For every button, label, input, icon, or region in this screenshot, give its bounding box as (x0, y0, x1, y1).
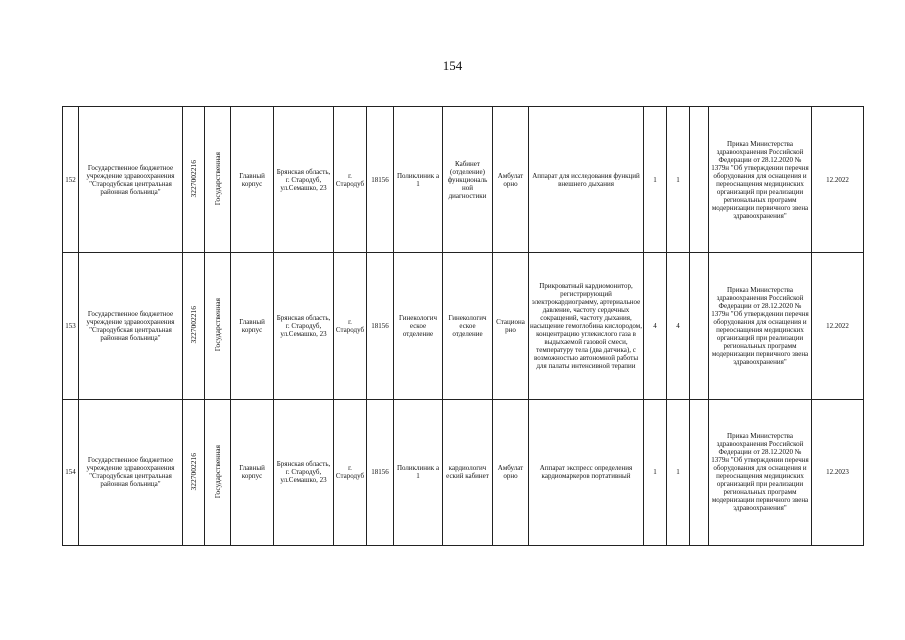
room-cell: Гинекологич еское отделение (443, 253, 493, 399)
date-cell: 12.2023 (812, 399, 864, 545)
quantity-cell: 1 (644, 107, 667, 253)
code-cell: 18156 (367, 399, 394, 545)
legal-basis-cell: Приказ Министерства здравоохранения Российской Федерации от 28.12.2020 № 1379н "Об утверждении перечня оборудования для оснащения и переоснащения медицинских организаций при реализации региональных программ модернизации первичного звена здравоохранения" (709, 253, 812, 399)
table-row (63, 399, 864, 545)
unit-cell: Поликлиник а 1 (394, 107, 443, 253)
equipment-registry-table (62, 106, 864, 546)
date-cell: 12.2022 (812, 253, 864, 399)
city-cell: г. Стародуб (334, 107, 367, 253)
quantity-cell: 1 (644, 399, 667, 545)
row-number: 152 (63, 107, 79, 253)
unit-cell: Поликлиник а 1 (394, 399, 443, 545)
code-cell: 18156 (367, 253, 394, 399)
quantity-cell-2: 1 (667, 107, 690, 253)
equipment-cell: Аппарат для исследования функций внешнего дыхания (529, 107, 644, 253)
ownership-cell: Государственная (205, 253, 231, 399)
equipment-cell: Прикроватный кардиомонитор, регистрирующий электрокардиограмму, артериальное давление, частоту сердечных сокращений, частоту дыхания, насыщение гемоглобина кислородом, концентрацию углекислого газа в выдыхаемой газовой смеси, температуру тела (два датчика), с возможностью автономной работы для палаты интенсивной терапии (529, 253, 644, 399)
ownership-cell: Государственная (205, 107, 231, 253)
care-type-cell: Амбулат орно (493, 107, 529, 253)
room-cell: кардиологич еский кабинет (443, 399, 493, 545)
address-cell: Брянская область, г. Стародуб, ул.Семашко, 23 (274, 107, 334, 253)
address-cell: Брянская область, г. Стародуб, ул.Семашко, 23 (274, 399, 334, 545)
row-number: 153 (63, 253, 79, 399)
building-cell: Главный корпус (231, 107, 274, 253)
room-cell: Кабинет (отделение) функциональ ной диагностики (443, 107, 493, 253)
legal-basis-cell: Приказ Министерства здравоохранения Российской Федерации от 28.12.2020 № 1379н "Об утверждении перечня оборудования для оснащения и переоснащения медицинских организаций при реализации региональных программ модернизации первичного звена здравоохранения" (709, 399, 812, 545)
page-number: 154 (442, 58, 463, 73)
table-row (63, 253, 864, 399)
building-cell: Главный корпус (231, 253, 274, 399)
care-type-cell: Стациона рно (493, 253, 529, 399)
date-cell: 12.2022 (812, 107, 864, 253)
quantity-cell: 4 (644, 253, 667, 399)
city-cell: г. Стародуб (334, 253, 367, 399)
building-cell: Главный корпус (231, 399, 274, 545)
inn-cell: 3227002216 (183, 399, 205, 545)
address-cell: Брянская область, г. Стародуб, ул.Семашко, 23 (274, 253, 334, 399)
table-row (63, 107, 864, 253)
code-cell: 18156 (367, 107, 394, 253)
quantity-cell-2: 1 (667, 399, 690, 545)
legal-basis-cell: Приказ Министерства здравоохранения Российской Федерации от 28.12.2020 № 1379н "Об утверждении перечня оборудования для оснащения и переоснащения медицинских организаций при реализации региональных программ модернизации первичного звена здравоохранения" (709, 107, 812, 253)
care-type-cell: Амбулат орно (493, 399, 529, 545)
unit-cell: Гинекологич еское отделение (394, 253, 443, 399)
inn-cell: 3227002216 (183, 253, 205, 399)
quantity-cell-2: 4 (667, 253, 690, 399)
equipment-cell: Аппарат экспресс определения кардиомаркеров портативный (529, 399, 644, 545)
inn-cell: 3227002216 (183, 107, 205, 253)
institution-cell: Государственное бюджетное учреждение здравоохранения "Стародубская центральная районная больница" (79, 107, 183, 253)
empty-cell (690, 107, 709, 253)
institution-cell: Государственное бюджетное учреждение здравоохранения "Стародубская центральная районная больница" (79, 253, 183, 399)
empty-cell (690, 399, 709, 545)
city-cell: г. Стародуб (334, 399, 367, 545)
empty-cell (690, 253, 709, 399)
row-number: 154 (63, 399, 79, 545)
ownership-cell: Государственная (205, 399, 231, 545)
institution-cell: Государственное бюджетное учреждение здравоохранения "Стародубская центральная районная больница" (79, 399, 183, 545)
